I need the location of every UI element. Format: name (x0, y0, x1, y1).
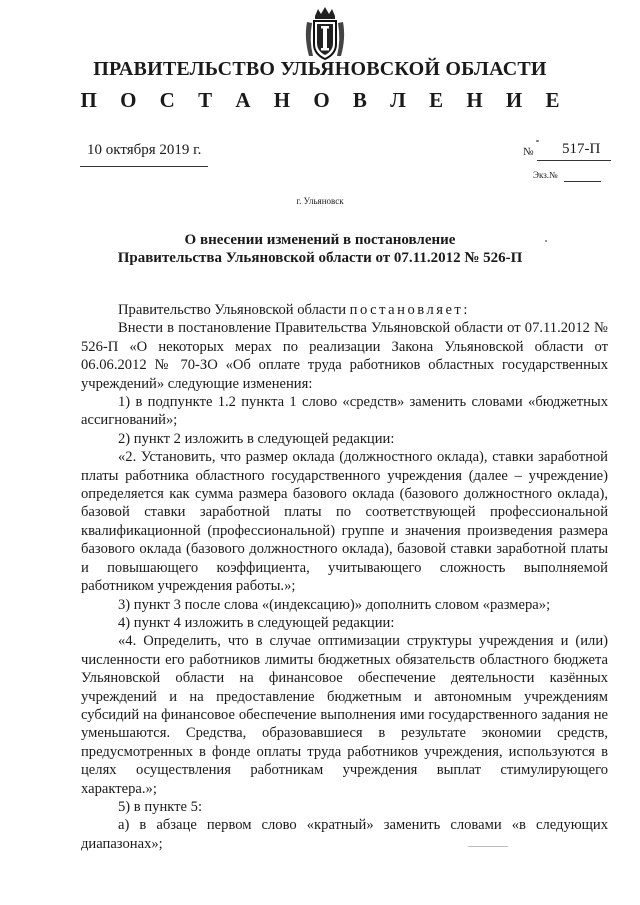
paragraph-8: 5) в пункте 5: (118, 798, 203, 815)
subject-line-1: О внесении изменений в постановление (184, 232, 456, 248)
paragraph-4: «2. Установить, что размер оклада (должностного оклада), ставки заработной платы работника областного государственного учреждения (далее – учреждение) определяется как сумма размера базового оклада (базового должностного оклада), базовой ставки заработной платы по соответствующей профессиональной квалификационной (профессиональной) группе и значения произведения размера базового оклада (базового должностного оклада), базовой ставки заработной платы и повышающего коэффициента, учитывающего сложность выполняемой работником учреждения работы.»; (81, 449, 608, 595)
intro-prefix: Правительство Ульяновской области (118, 302, 350, 318)
intro-suffix: : (463, 302, 468, 318)
paragraph-5: 3) пункт 3 после слова «(индексацию)» дополнить словом «размера»; (118, 596, 551, 613)
government-title: ПРАВИТЕЛЬСТВО УЛЬЯНОВСКОЙ ОБЛАСТИ (93, 58, 547, 80)
intro-spaced-word: постановляет (349, 302, 464, 318)
subject-line-2: Правительства Ульяновской области от 07.11.2012 № 526-П (117, 250, 523, 266)
paragraph-6: 4) пункт 4 изложить в следующей редакции: (118, 614, 395, 631)
number-label: № (523, 146, 534, 158)
scan-artifact (545, 240, 547, 242)
body-intro (81, 301, 608, 319)
scan-artifact (468, 846, 508, 847)
city: г. Ульяновск (296, 196, 344, 206)
paragraph-2: 1) в подпункте 1.2 пункта 1 слово «средств» заменить словами «бюджетных ассигнований»; (81, 394, 608, 429)
number-underline (537, 160, 611, 161)
coat-of-arms-emblem (303, 6, 347, 62)
paragraph-7: «4. Определить, что в случае оптимизации структуры учреждения и (или) численности его работников лимиты бюджетных обязательств областного бюджета Ульяновской области на финансовое обеспечение деятельности казённых учреждений и на предоставление бюджетным и автономным учреждениям субсидий на финансовое обеспечение выполнения ими государственного задания не уменьшаются. Средства, образовавшиеся в результате экономии средств, предусмотренных в фонде оплаты труда работников учреждения, используются в целях осуществления работникам учреждения выплат стимулирующего характера.»; (81, 633, 608, 797)
copy-number-label: Экз.№ (533, 170, 558, 180)
document-body (81, 301, 608, 853)
date-underline (80, 166, 208, 167)
document-number: 517-П (562, 141, 601, 157)
document-type: П О С Т А Н О В Л Е Н И Е (80, 88, 569, 112)
paragraph-1: Внести в постановление Правительства Ульяновской области от 07.11.2012 № 526-П «О некоторых мерах по реализации Закона Ульяновской области от 06.06.2012 № 70-ЗО «Об оплате труда работников областных государственных учреждений» следующие изменения: (81, 320, 608, 392)
document-subject (0, 231, 640, 267)
copy-number-underline (564, 181, 601, 182)
scan-artifact (536, 140, 539, 142)
paragraph-9: а) в абзаце первом слово «кратный» заменить словами «в следующих диапазонах»; (81, 817, 608, 852)
document-date: 10 октября 2019 г. (87, 142, 202, 158)
paragraph-3: 2) пункт 2 изложить в следующей редакции: (118, 430, 395, 447)
